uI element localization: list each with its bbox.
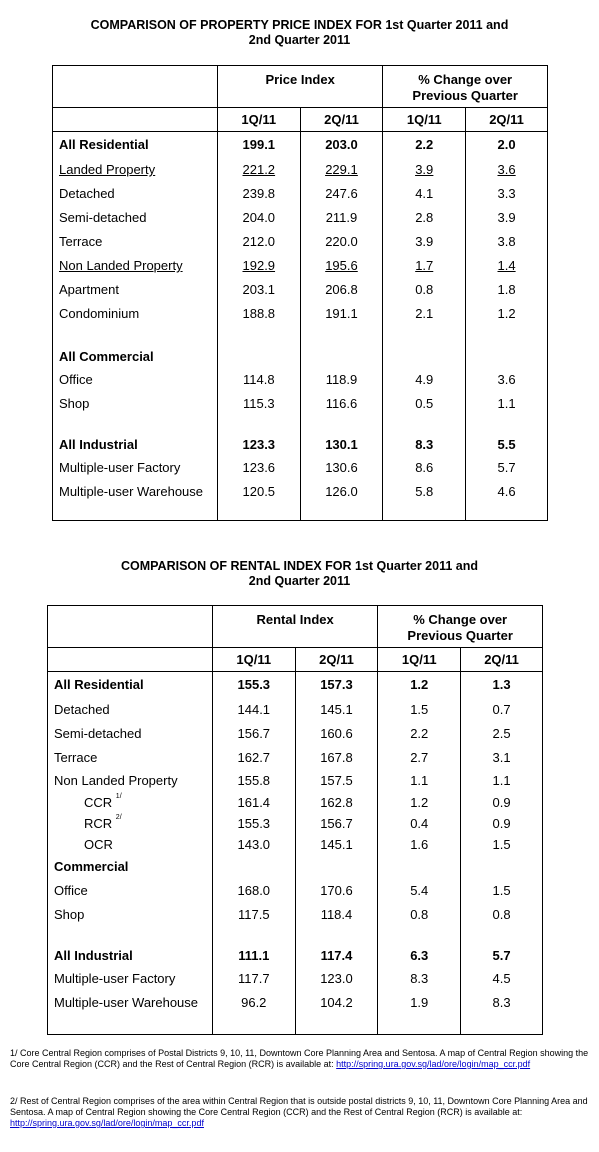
cell-value: 8.3 bbox=[378, 967, 461, 991]
cell-value: 5.7 bbox=[466, 456, 548, 480]
cell-value: 1.8 bbox=[466, 278, 548, 302]
cell-value: 130.1 bbox=[300, 416, 383, 456]
cell-value: 156.7 bbox=[212, 722, 295, 746]
cell-value: 4.6 bbox=[466, 480, 548, 504]
table1-column-header-row bbox=[53, 108, 548, 132]
table-row bbox=[48, 855, 543, 879]
cell-value: 162.8 bbox=[295, 792, 378, 813]
row-label: Terrace bbox=[53, 230, 218, 254]
cell-value: 145.1 bbox=[295, 834, 378, 855]
cell-value: 3.8 bbox=[466, 230, 548, 254]
cell-value: 0.9 bbox=[461, 792, 543, 813]
table-row bbox=[48, 722, 543, 746]
cell-value: 117.7 bbox=[212, 967, 295, 991]
table1-price-index-header: Price Index bbox=[217, 66, 382, 108]
cell-value: 1.1 bbox=[461, 770, 543, 792]
row-label: Condominium bbox=[53, 302, 218, 326]
cell-value: 120.5 bbox=[217, 480, 300, 504]
cell-value: 117.4 bbox=[295, 927, 378, 967]
cell-value: 96.2 bbox=[212, 991, 295, 1015]
cell-value: 5.8 bbox=[383, 480, 466, 504]
cell-value bbox=[466, 326, 548, 368]
price-index-table bbox=[52, 65, 548, 521]
table1-title bbox=[0, 18, 599, 48]
row-label: Shop bbox=[48, 903, 213, 927]
cell-value: 1.4 bbox=[497, 258, 516, 273]
cell-value bbox=[295, 855, 378, 879]
cell-value: 2.1 bbox=[383, 302, 466, 326]
cell-value bbox=[300, 326, 383, 368]
table-row bbox=[48, 792, 543, 813]
cell-value: 126.0 bbox=[300, 480, 383, 504]
cell-value: 145.1 bbox=[295, 698, 378, 722]
table-row bbox=[53, 158, 548, 182]
row-label: Terrace bbox=[48, 746, 213, 770]
table-row bbox=[53, 254, 548, 278]
cell-value: 1.1 bbox=[466, 392, 548, 416]
cell-value: 239.8 bbox=[217, 182, 300, 206]
cell-value: 3.3 bbox=[466, 182, 548, 206]
table2-change-header-line1: % Change over bbox=[413, 612, 508, 627]
table-row bbox=[48, 991, 543, 1015]
cell-value: 0.8 bbox=[378, 903, 461, 927]
cell-value: 3.9 bbox=[466, 206, 548, 230]
table1-col-header: 1Q/11 bbox=[383, 108, 466, 132]
table-row bbox=[53, 368, 548, 392]
cell-value: 188.8 bbox=[217, 302, 300, 326]
table-row bbox=[48, 770, 543, 792]
cell-value: 111.1 bbox=[212, 927, 295, 967]
table-row bbox=[53, 392, 548, 416]
table-row bbox=[53, 182, 548, 206]
cell-value: 118.4 bbox=[295, 903, 378, 927]
table-spacer-row bbox=[53, 504, 548, 521]
row-label bbox=[48, 792, 213, 813]
table2-title-line2: 2nd Quarter 2011 bbox=[248, 574, 351, 588]
row-label: Commercial bbox=[48, 855, 213, 879]
row-label-text: RCR bbox=[84, 815, 113, 831]
cell-value: 143.0 bbox=[212, 834, 295, 855]
row-label-text: CCR bbox=[84, 794, 113, 810]
cell-value: 195.6 bbox=[325, 258, 358, 273]
cell-value: 0.7 bbox=[461, 698, 543, 722]
cell-value: 0.8 bbox=[383, 278, 466, 302]
cell-value bbox=[383, 326, 466, 368]
cell-value: 157.5 bbox=[295, 770, 378, 792]
row-label: Multiple-user Warehouse bbox=[53, 480, 218, 504]
cell-value: 1.2 bbox=[378, 672, 461, 698]
row-label: OCR bbox=[48, 834, 213, 855]
cell-value: 123.0 bbox=[295, 967, 378, 991]
table-row bbox=[48, 967, 543, 991]
cell-value: 4.1 bbox=[383, 182, 466, 206]
footnote-1-text: 1/ Core Central Region comprises of Postal Districts 9, 10, 11, Downtown Core Planning Area and Sentosa. A map of Central Region showing the Core Central Region (CCR) and the Rest of Central Region (RCR) is available at: bbox=[10, 1048, 589, 1069]
cell-value: 104.2 bbox=[295, 991, 378, 1015]
table-row bbox=[53, 326, 548, 368]
cell-value bbox=[378, 855, 461, 879]
cell-value: 206.8 bbox=[300, 278, 383, 302]
cell-value bbox=[212, 855, 295, 879]
cell-value: 5.7 bbox=[461, 927, 543, 967]
table-spacer-row bbox=[48, 1015, 543, 1035]
table2-column-header-row bbox=[48, 648, 543, 672]
table-row bbox=[48, 746, 543, 770]
row-label: Multiple-user Warehouse bbox=[48, 991, 213, 1015]
cell-value: 8.6 bbox=[383, 456, 466, 480]
row-label bbox=[48, 813, 213, 834]
table-row bbox=[48, 672, 543, 698]
row-label: Multiple-user Factory bbox=[53, 456, 218, 480]
cell-value: 167.8 bbox=[295, 746, 378, 770]
table-row bbox=[53, 456, 548, 480]
row-label: Detached bbox=[48, 698, 213, 722]
cell-value: 155.3 bbox=[212, 813, 295, 834]
cell-value: 2.7 bbox=[378, 746, 461, 770]
table2-col-header: 2Q/11 bbox=[461, 648, 543, 672]
row-label: Landed Property bbox=[59, 162, 156, 177]
cell-value: 2.8 bbox=[383, 206, 466, 230]
cell-value: 0.9 bbox=[461, 813, 543, 834]
table1-change-header bbox=[383, 66, 548, 108]
cell-value: 4.5 bbox=[461, 967, 543, 991]
cell-value: 1.2 bbox=[466, 302, 548, 326]
cell-value: 1.5 bbox=[461, 879, 543, 903]
cell-value: 1.1 bbox=[378, 770, 461, 792]
table1-change-header-line1: % Change over bbox=[418, 72, 513, 87]
cell-value: 191.1 bbox=[300, 302, 383, 326]
row-label: Semi-detached bbox=[53, 206, 218, 230]
footnote-2-text: 2/ Rest of Central Region comprises of the area within Central Region that is outside postal districts 9, 10, 11, Downtown Core Planning Area and Sentosa. A map of Central Region showing the Core Central Region (CCR) and the Rest of Central Region (RCR) is available at: bbox=[10, 1096, 588, 1117]
table-row bbox=[48, 879, 543, 903]
table1-col-header: 1Q/11 bbox=[217, 108, 300, 132]
cell-value bbox=[217, 326, 300, 368]
rental-index-table bbox=[47, 605, 543, 1035]
cell-value: 204.0 bbox=[217, 206, 300, 230]
cell-value: 1.3 bbox=[461, 672, 543, 698]
footnote-1 bbox=[10, 1048, 592, 1070]
footnote-marker: 2/ bbox=[115, 813, 122, 821]
cell-value: 2.2 bbox=[378, 722, 461, 746]
cell-value: 5.5 bbox=[466, 416, 548, 456]
cell-value: 3.6 bbox=[466, 368, 548, 392]
table2-change-header-line2: Previous Quarter bbox=[407, 628, 513, 643]
table1-title-line2: 2nd Quarter 2011 bbox=[248, 33, 351, 47]
table1-change-header-line2: Previous Quarter bbox=[412, 88, 518, 103]
cell-value: 199.1 bbox=[217, 132, 300, 158]
footnote-1-link[interactable]: http://spring.ura.gov.sg/lad/ore/login/map_ccr.pdf bbox=[336, 1059, 531, 1069]
cell-value: 123.3 bbox=[217, 416, 300, 456]
cell-value: 192.9 bbox=[242, 258, 276, 273]
cell-value: 5.4 bbox=[378, 879, 461, 903]
row-label: Non Landed Property bbox=[48, 770, 213, 792]
cell-value: 247.6 bbox=[300, 182, 383, 206]
cell-value: 212.0 bbox=[217, 230, 300, 254]
cell-value: 117.5 bbox=[212, 903, 295, 927]
cell-value: 8.3 bbox=[383, 416, 466, 456]
cell-value: 156.7 bbox=[295, 813, 378, 834]
table2-change-header bbox=[378, 606, 543, 648]
cell-value: 203.1 bbox=[217, 278, 300, 302]
table2-title bbox=[0, 559, 599, 589]
cell-value: 1.9 bbox=[378, 991, 461, 1015]
table-row bbox=[48, 698, 543, 722]
row-label: Semi-detached bbox=[48, 722, 213, 746]
cell-value: 221.2 bbox=[242, 162, 276, 177]
cell-value: 0.8 bbox=[461, 903, 543, 927]
table-row bbox=[53, 416, 548, 456]
cell-value: 1.5 bbox=[461, 834, 543, 855]
cell-value: 168.0 bbox=[212, 879, 295, 903]
cell-value: 161.4 bbox=[212, 792, 295, 813]
table-row bbox=[53, 132, 548, 158]
cell-value: 157.3 bbox=[295, 672, 378, 698]
footnote-marker: 1/ bbox=[115, 792, 122, 800]
table2-col-header: 1Q/11 bbox=[378, 648, 461, 672]
cell-value: 3.9 bbox=[415, 162, 434, 177]
cell-value: 3.6 bbox=[497, 162, 516, 177]
row-label: Office bbox=[48, 879, 213, 903]
row-label: All Residential bbox=[48, 672, 213, 698]
cell-value: 2.2 bbox=[383, 132, 466, 158]
table-row bbox=[53, 480, 548, 504]
cell-value: 123.6 bbox=[217, 456, 300, 480]
cell-value: 170.6 bbox=[295, 879, 378, 903]
row-label: All Residential bbox=[53, 132, 218, 158]
cell-value: 0.5 bbox=[383, 392, 466, 416]
table1-col-header: 2Q/11 bbox=[466, 108, 548, 132]
cell-value: 114.8 bbox=[217, 368, 300, 392]
table-row bbox=[48, 813, 543, 834]
row-label: All Commercial bbox=[53, 326, 218, 368]
table2-title-line1: COMPARISON OF RENTAL INDEX FOR 1st Quarter 2011 and bbox=[120, 559, 478, 573]
table-row bbox=[53, 230, 548, 254]
cell-value: 0.4 bbox=[378, 813, 461, 834]
cell-value: 115.3 bbox=[217, 392, 300, 416]
cell-value: 144.1 bbox=[212, 698, 295, 722]
cell-value: 116.6 bbox=[300, 392, 383, 416]
cell-value: 3.1 bbox=[461, 746, 543, 770]
cell-value: 1.7 bbox=[415, 258, 434, 273]
row-label: Office bbox=[53, 368, 218, 392]
cell-value: 211.9 bbox=[300, 206, 383, 230]
table-row bbox=[48, 927, 543, 967]
footnote-2 bbox=[10, 1096, 592, 1129]
table2-group-header-row bbox=[48, 606, 543, 648]
cell-value: 2.5 bbox=[461, 722, 543, 746]
row-label: Apartment bbox=[53, 278, 218, 302]
table-row bbox=[53, 302, 548, 326]
cell-value: 8.3 bbox=[461, 991, 543, 1015]
cell-value: 2.0 bbox=[466, 132, 548, 158]
table-row bbox=[48, 903, 543, 927]
cell-value bbox=[461, 855, 543, 879]
cell-value: 118.9 bbox=[300, 368, 383, 392]
table1-title-line1: COMPARISON OF PROPERTY PRICE INDEX FOR 1st Quarter 2011 and bbox=[90, 18, 509, 32]
table1-col-header: 2Q/11 bbox=[300, 108, 383, 132]
table2-rental-index-header: Rental Index bbox=[212, 606, 377, 648]
footnote-2-link[interactable]: http://spring.ura.gov.sg/lad/ore/login/map_ccr.pdf bbox=[10, 1118, 204, 1128]
cell-value: 155.8 bbox=[212, 770, 295, 792]
cell-value: 162.7 bbox=[212, 746, 295, 770]
table-row bbox=[53, 206, 548, 230]
cell-value: 229.1 bbox=[325, 162, 358, 177]
cell-value: 155.3 bbox=[212, 672, 295, 698]
row-label: Non Landed Property bbox=[59, 258, 183, 273]
row-label: Shop bbox=[53, 392, 218, 416]
cell-value: 3.9 bbox=[383, 230, 466, 254]
table2-col-header: 1Q/11 bbox=[212, 648, 295, 672]
table-row bbox=[48, 834, 543, 855]
table1-group-header-row bbox=[53, 66, 548, 108]
table-row bbox=[53, 278, 548, 302]
cell-value: 203.0 bbox=[300, 132, 383, 158]
row-label: Detached bbox=[53, 182, 218, 206]
row-label: All Industrial bbox=[53, 416, 218, 456]
cell-value: 1.2 bbox=[378, 792, 461, 813]
row-label: All Industrial bbox=[48, 927, 213, 967]
cell-value: 160.6 bbox=[295, 722, 378, 746]
cell-value: 1.5 bbox=[378, 698, 461, 722]
cell-value: 6.3 bbox=[378, 927, 461, 967]
cell-value: 130.6 bbox=[300, 456, 383, 480]
row-label: Multiple-user Factory bbox=[48, 967, 213, 991]
cell-value: 220.0 bbox=[300, 230, 383, 254]
cell-value: 1.6 bbox=[378, 834, 461, 855]
table2-col-header: 2Q/11 bbox=[295, 648, 378, 672]
cell-value: 4.9 bbox=[383, 368, 466, 392]
